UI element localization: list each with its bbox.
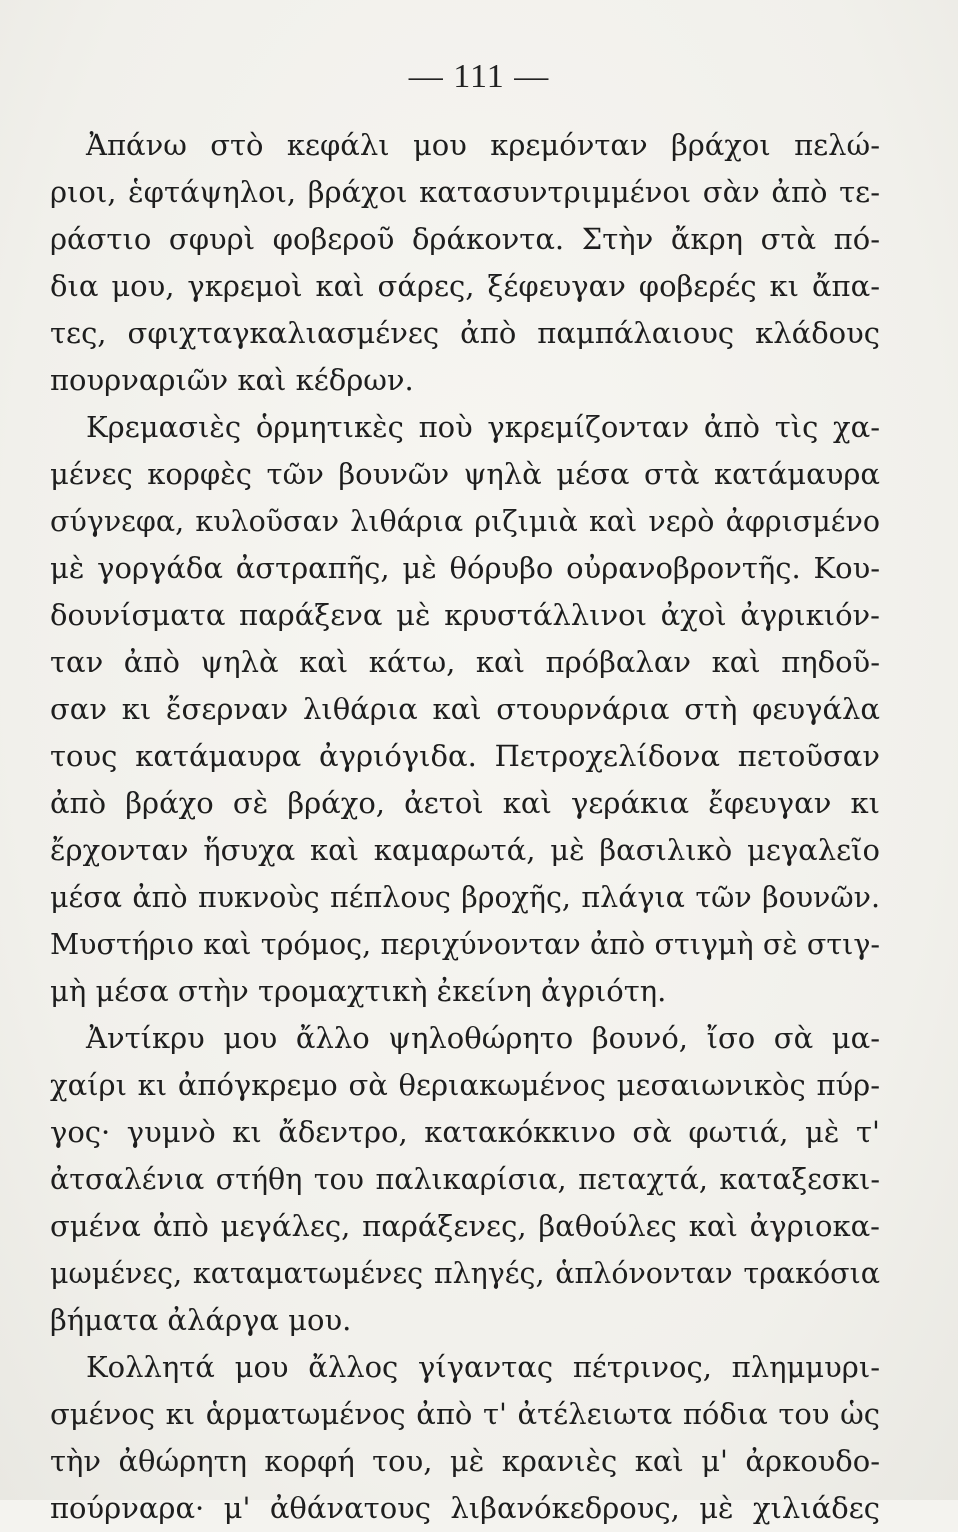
- text-line: τες, σφιχταγκαλιασμένες ἀπὸ παμπάλαιους κλάδους: [50, 316, 880, 350]
- text-line: ἀτσαλένια στήθη του παλικαρίσια, πεταχτά, καταξεσκι-: [50, 1163, 880, 1196]
- text-line: χαίρι κι ἀπόγκρεμο σὰ θεριακωμένος μεσαιωνικὸς πύρ-: [50, 1068, 880, 1102]
- text-line: σαν κι ἔσερναν λιθάρια καὶ στουρνάρια στὴ φευγάλα: [50, 692, 880, 726]
- text-line: Κρεμασιὲς ὁρμητικὲς ποὺ γκρεμίζονταν ἀπὸ τὶς χα-: [86, 410, 880, 444]
- text-line: μὲ γοργάδα ἀστραπῆς, μὲ θόρυβο οὐρανοβροντῆς. Κου-: [50, 551, 880, 585]
- text-line: σμένος κι ἁρματωμένος ἀπὸ τ' ἀτέλειωτα πόδια του ὡς: [50, 1397, 880, 1431]
- text-line: μέσα ἀπὸ πυκνοὺς πέπλους βροχῆς, πλάγια τῶν βουνῶν.: [50, 881, 880, 914]
- text-line: γος· γυμνὸ κι ἄδεντρο, κατακόκκινο σὰ φωτιά, μὲ τ': [50, 1115, 880, 1149]
- text-line: ράστιο σφυρὶ φοβεροῦ δράκοντα. Στὴν ἄκρη στὰ πό-: [50, 222, 880, 256]
- text-line: τὴν ἀθώρητη κορφή του, μὲ κρανιὲς καὶ μ' ἀρκουδο-: [50, 1444, 880, 1478]
- text-line: δια μου, γκρεμοὶ καὶ σάρες, ξέφευγαν φοβερές κι ἄπα-: [50, 269, 880, 303]
- text-line: δουνίσματα παράξενα μὲ κρυστάλλινοι ἀχοὶ ἀγρικιόν-: [50, 598, 880, 632]
- text-line: Κολλητά μου ἄλλος γίγαντας πέτρινος, πλημμυρι-: [86, 1350, 880, 1384]
- page-number: — 111 —: [408, 58, 550, 95]
- text-line: Ἀπάνω στὸ κεφάλι μου κρεμόνταν βράχοι πελώ-: [86, 128, 880, 162]
- text-body: [50, 122, 880, 1532]
- text-line: πούρναρα· μ' ἀθάνατους λιβανόκεδρους, μὲ χιλιάδες: [50, 1491, 880, 1525]
- text-line: ριοι, ἑφτάψηλοι, βράχοι κατασυντριμμένοι σὰν ἀπὸ τε-: [50, 175, 880, 209]
- text-line: ἔρχονταν ἥσυχα καὶ καμαρωτά, μὲ βασιλικὸ μεγαλεῖο: [50, 833, 880, 867]
- text-line: σύγνεφα, κυλοῦσαν λιθάρια ριζιμιὰ καὶ νερὸ ἀφρισμένο: [50, 505, 880, 538]
- text-line: ἀπὸ βράχο σὲ βράχο, ἀετοὶ καὶ γεράκια ἔφευγαν κι: [50, 786, 880, 820]
- text-line: βήματα ἀλάργα μου.: [50, 1303, 352, 1337]
- text-line: πουρναριῶν καὶ κέδρων.: [50, 363, 414, 397]
- text-line: Ἀντίκρυ μου ἄλλο ψηλοθώρητο βουνό, ἴσο σὰ μα-: [86, 1021, 880, 1055]
- text-line: ταν ἀπὸ ψηλὰ καὶ κάτω, καὶ πρόβαλαν καὶ πηδοῦ-: [50, 645, 880, 679]
- text-line: μὴ μέσα στὴν τρομαχτικὴ ἐκείνη ἀγριότη.: [50, 974, 667, 1008]
- text-line: τους κατάμαυρα ἀγριόγιδα. Πετροχελίδονα πετοῦσαν: [50, 739, 880, 773]
- text-line: σμένα ἀπὸ μεγάλες, παράξενες, βαθούλες καὶ ἀγριοκα-: [50, 1209, 880, 1243]
- text-line: μένες κορφὲς τῶν βουνῶν ψηλὰ μέσα στὰ κατάμαυρα: [50, 457, 880, 491]
- text-line: Μυστήριο καὶ τρόμος, περιχύνονταν ἀπὸ στιγμὴ σὲ στιγ-: [50, 928, 880, 961]
- text-line: μωμένες, καταματωμένες πληγές, ἁπλόνονταν τρακόσια: [50, 1257, 880, 1290]
